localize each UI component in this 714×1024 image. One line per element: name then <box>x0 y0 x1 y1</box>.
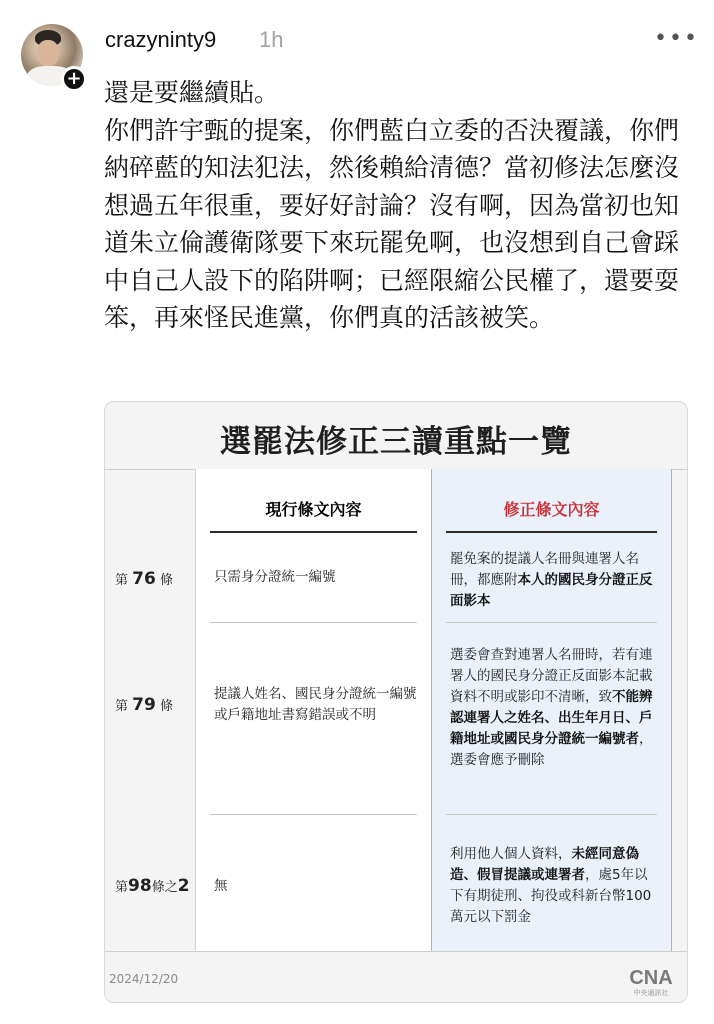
new-column <box>431 469 672 951</box>
logo-text: CNA <box>629 967 673 989</box>
more-horizontal-icon[interactable]: ••• <box>654 26 699 51</box>
post-paragraph: 還是要繼續貼。 <box>104 78 280 107</box>
current-cell: 只需身分證統一編號 <box>214 569 336 585</box>
logo-subtext: 中央通訊社 <box>633 989 669 997</box>
username[interactable]: crazyninty9 <box>105 27 217 52</box>
row-label-76: 第 76 條 <box>115 569 173 589</box>
follow-plus-icon[interactable]: + <box>61 66 87 92</box>
post-paragraph: 你們許宇甄的提案，你們藍白立委的否決覆議，你們納碎藍的知法犯法，然後賴給清德？當初修法怎麼沒想過五年很重，要好好討論？沒有啊，因為當初也知道朱立倫護衛隊要下來玩罷免啊，也沒想到自己會踩中自己人設下的陷阱啊；已經限縮公民權了，還要耍笨，再來怪民進黨，你們真的活該被笑。 <box>104 115 680 332</box>
cna-logo-icon <box>627 962 675 998</box>
post-text <box>104 74 696 337</box>
card-title: 選罷法修正三讀重點一覽 <box>220 424 572 460</box>
card-date: 2024/12/20 <box>109 972 179 986</box>
row-label-79: 第 79 條 <box>115 695 173 715</box>
current-cell: 無 <box>214 878 228 894</box>
new-cell: 利用他人個人資料，未經同意偽造、假冒提議或連署者，處5年以下有期徒刑、拘役或科新台幣100萬元以下罰金 <box>450 846 652 925</box>
row-labels <box>105 469 193 951</box>
current-cell: 提議人姓名、國民身分證統一編號或戶籍地址書寫錯誤或不明 <box>214 686 417 723</box>
row-label-98-2: 第98條之2 <box>115 876 190 896</box>
comparison-table <box>105 469 687 951</box>
current-column-header: 現行條文內容 <box>265 500 362 519</box>
post-time: 1h <box>259 27 284 52</box>
new-cell: 罷免案的提議人名冊與連署人名冊，都應附本人的國民身分證正反面影本 <box>450 551 653 609</box>
current-column <box>195 469 431 951</box>
new-cell: 選委會查對連署人名冊時，若有連署人的國民身分證正反面影本記載資料不明或影印不清晰，致不能辨認連署人之姓名、出生年月日、戶籍地址或國民身分證統一編號者，選委會應予刪除 <box>450 647 653 768</box>
new-column-header: 修正條文內容 <box>503 500 600 519</box>
post-image-card[interactable] <box>104 401 688 1003</box>
